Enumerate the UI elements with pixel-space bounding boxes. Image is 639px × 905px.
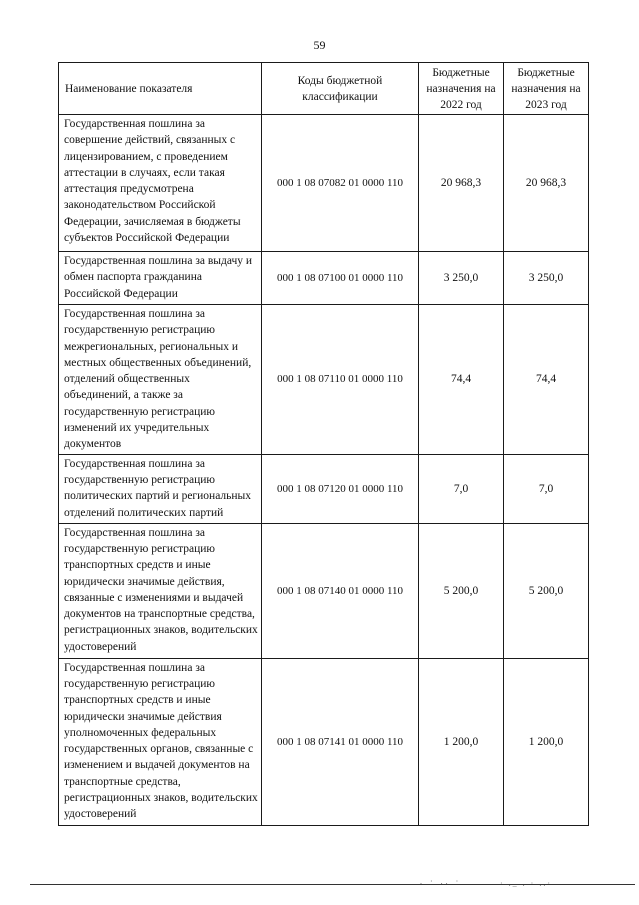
page-number: 59 <box>313 38 326 52</box>
table-row <box>59 305 589 455</box>
row-code: 000 1 08 07110 01 0000 110 <box>262 305 419 455</box>
row-value-2023: 1 200,0 <box>504 658 589 825</box>
row-code: 000 1 08 07082 01 0000 110 <box>262 115 419 252</box>
table-row <box>59 252 589 305</box>
row-value-2022: 74,4 <box>419 305 504 455</box>
table-row <box>59 454 589 523</box>
scan-noise: . · .. · <box>420 877 462 886</box>
row-name: Государственная пошлина за государственную регистрацию политических партий и региональных отделений политических партий <box>59 454 262 523</box>
row-name: Государственная пошлина за выдачу и обмен паспорта гражданина Российской Федерации <box>59 252 262 305</box>
row-name: Государственная пошлина за государственную регистрацию межрегиональных, региональных и местных общественных объединений, отделений общественных объединений, а также за государственную регистрацию изменений их учредительных документов <box>59 305 262 455</box>
row-value-2023: 20 968,3 <box>504 115 589 252</box>
budget-table <box>58 62 589 826</box>
row-name: Государственная пошлина за государственную регистрацию транспортных средств и иные юридически значимые действия уполномоченных федеральных государственных органов, связанные с изменением и выдачей документов на транспортные средства, регистрационных знаков, водительских удостоверений <box>59 658 262 825</box>
row-code: 000 1 08 07120 01 0000 110 <box>262 454 419 523</box>
row-value-2022: 1 200,0 <box>419 658 504 825</box>
row-name: Государственная пошлина за совершение действий, связанных с лицензированием, с проведением аттестации в случаях, если такая аттестация предусмотрена законодательством Российской Федерации, зачисляемая в бюджеты субъектов Российской Федерации <box>59 115 262 252</box>
row-name: Государственная пошлина за государственную регистрацию транспортных средств и иные юридически значимые действия, связанные с изменениями и выдачей документов на транспортные средства, регистрационных знаков, водительских удостоверений <box>59 523 262 658</box>
table-header-row <box>59 63 589 115</box>
row-value-2023: 5 200,0 <box>504 523 589 658</box>
header-name: Наименование показателя <box>59 63 262 115</box>
row-value-2022: 7,0 <box>419 454 504 523</box>
row-value-2022: 20 968,3 <box>419 115 504 252</box>
table-row <box>59 523 589 658</box>
row-code: 000 1 08 07140 01 0000 110 <box>262 523 419 658</box>
row-value-2023: 7,0 <box>504 454 589 523</box>
row-value-2022: 5 200,0 <box>419 523 504 658</box>
header-year-2023: Бюджетные назначения на 2023 год <box>504 63 589 115</box>
header-code: Коды бюджетной классификации <box>262 63 419 115</box>
row-value-2023: 3 250,0 <box>504 252 589 305</box>
table-row <box>59 658 589 825</box>
row-code: 000 1 08 07100 01 0000 110 <box>262 252 419 305</box>
scan-noise: · ._ . · ..· <box>500 879 552 888</box>
row-code: 000 1 08 07141 01 0000 110 <box>262 658 419 825</box>
row-value-2023: 74,4 <box>504 305 589 455</box>
header-year-2022: Бюджетные назначения на 2022 год <box>419 63 504 115</box>
table-row <box>59 115 589 252</box>
row-value-2022: 3 250,0 <box>419 252 504 305</box>
